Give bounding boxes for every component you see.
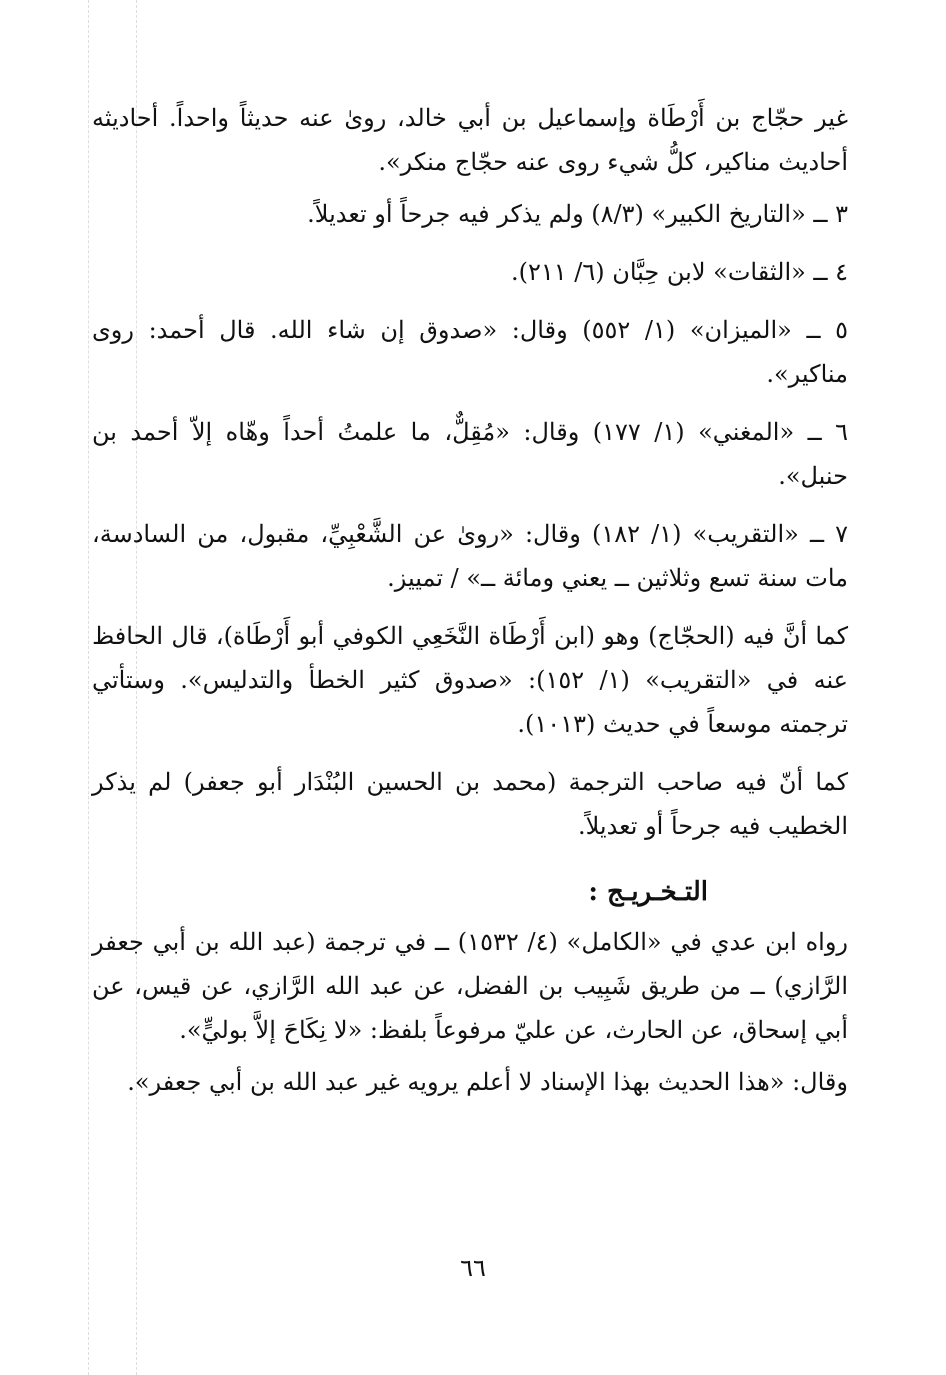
- paragraph-hajjaj: كما أنَّ فيه (الحجّاج) وهو (ابن أَرْطَاة النَّخَعِي الكوفي أبو أَرْطَاة)، قال الحافظ عنه في «التقريب» (١/ ١٥٢): «صدوق كثير الخطأ والتدليس». وستأتي ترجمته موسعاً في حديث (١٠١٣).: [92, 622, 849, 738]
- section-heading-takhrij: التـخـريـج :: [588, 877, 708, 907]
- page-body: [92, 96, 848, 1118]
- list-item-tarikh-kabir: ٣ ــ «التاريخ الكبير» (٨/٣) ولم يذكر فيه جرحاً أو تعديلاً.: [307, 200, 848, 228]
- paragraph-continuation: غير حجّاج بن أَرْطَاة وإسماعيل بن أبي خالد، روىٰ عنه حديثاً واحداً. أحاديثه أحاديث مناكير، كلُّ شيء روى عنه حجّاج منكر».: [92, 104, 848, 176]
- list-item-mizan: ٥ ــ «الميزان» (١/ ٥٥٢) وقال: «صدوق إن شاء الله. قال أحمد: روى مناكير».: [92, 316, 848, 388]
- scan-edge-line: [88, 0, 89, 1375]
- list-item-taqrib: ٧ ــ «التقريب» (١/ ١٨٢) وقال: «روىٰ عن الشَّعْبِيِّ، مقبول، من السادسة، مات سنة تسع وثلاثين ــ يعني ومائة ــ» / تمييز.: [92, 520, 849, 592]
- paragraph-bundar: كما أنّ فيه صاحب الترجمة (محمد بن الحسين البُنْدَار أبو جعفر) لم يذكر الخطيب فيه جرحاً أو تعديلاً.: [92, 768, 848, 840]
- list-item-thiqat: ٤ ــ «الثقات» لابن حِبَّان (٦/ ٢١١).: [510, 258, 848, 286]
- paragraph-qala: وقال: «هذا الحديث بهذا الإسناد لا أعلم يرويه غير عبد الله بن أبي جعفر».: [127, 1068, 848, 1096]
- list-item-mughni: ٦ ــ «المغني» (١/ ١٧٧) وقال: «مُقِلٌّ، ما علمتُ أحداً وهّاه إلاّ أحمد بن حنبل».: [92, 418, 849, 490]
- page-number: ٦٦: [460, 1254, 486, 1282]
- paragraph-ibn-adi: رواه ابن عدي في «الكامل» (٤/ ١٥٣٢) ــ في ترجمة (عبد الله بن أبي جعفر الرَّازي) ــ من طريق شَبِيب بن الفضل، عن عبد الله الرَّازي، عن قيس، عن أبي إسحاق، عن الحارث، عن عليّ مرفوعاً بلفظ: «لا نِكَاحَ إلاَّ بوليٍّ».: [92, 928, 849, 1044]
